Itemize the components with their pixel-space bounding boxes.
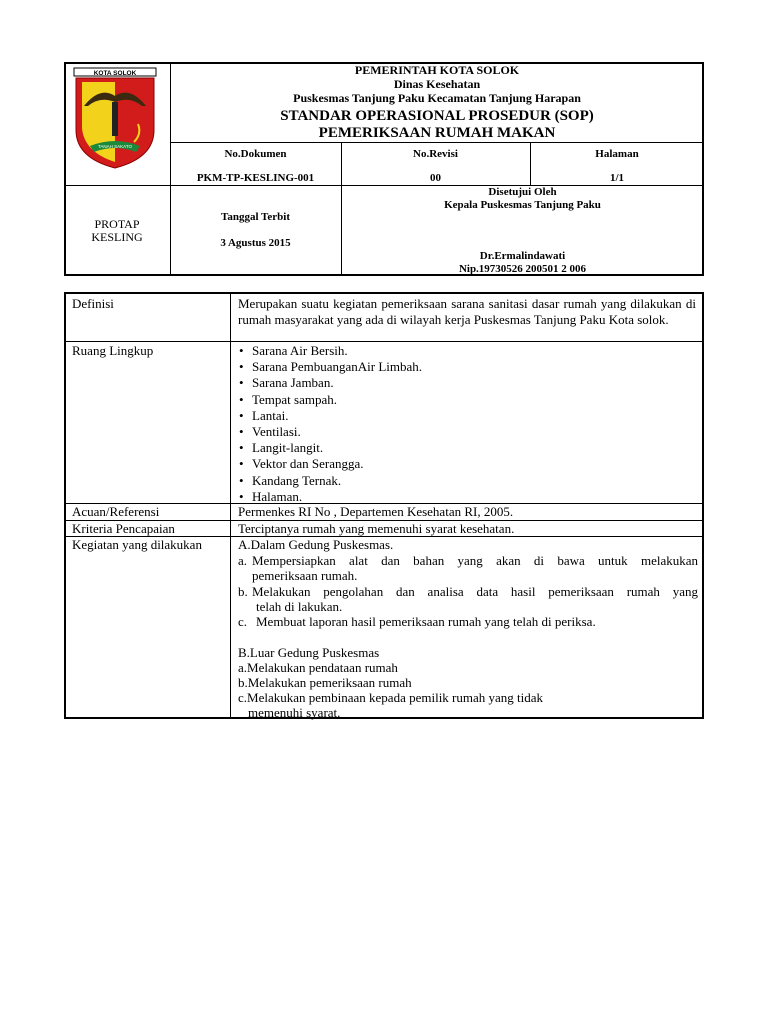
a-item-marker: b.	[238, 584, 248, 599]
divider	[230, 294, 231, 717]
list-item: • Vektor dan Serangga.	[238, 456, 698, 472]
b-heading: B.Luar Gedung Puskesmas	[238, 645, 380, 660]
list-item: • Tempat sampah.	[238, 392, 698, 408]
a-item-text: Mempersiapkan alat dan bahan yang akan di bawa untuk melakukan	[252, 553, 698, 568]
no-revisi-label: No.Revisi	[413, 148, 458, 160]
list-item: • Langit-langit.	[238, 440, 698, 456]
kesling-label: KESLING	[91, 230, 143, 244]
no-revisi-value: 00	[430, 172, 441, 184]
no-dokumen-value: PKM-TP-KESLING-001	[196, 172, 315, 184]
a-item-text: Membuat laporan hasil pemeriksaan rumah yang telah di periksa.	[256, 614, 596, 629]
ruang-lingkup-list	[238, 343, 698, 505]
list-item: • Sarana PembuanganAir Limbah.	[238, 359, 698, 375]
list-item: • Lantai.	[238, 408, 698, 424]
no-dokumen-label: No.Dokumen	[224, 148, 287, 160]
list-item: • Halaman.	[238, 489, 698, 505]
doc-subtitle: PEMERIKSAAN RUMAH MAKAN	[318, 125, 556, 141]
ruang-lingkup-label: Ruang Lingkup	[72, 343, 154, 358]
dept-name: Dinas Kesehatan	[393, 77, 481, 91]
b-item: c.Melakukan pembinaan kepada pemilik rumah yang tidak	[238, 690, 544, 705]
definisi-label: Definisi	[72, 296, 114, 311]
list-item: • Sarana Air Bersih.	[238, 343, 698, 359]
signer-name: Dr.Ermalindawati	[479, 250, 566, 262]
a-item-text: pemeriksaan rumah.	[252, 568, 358, 583]
city-logo	[70, 66, 160, 170]
unit-name: Puskesmas Tanjung Paku Kecamatan Tanjung Harapan	[293, 91, 581, 105]
b-item: b.Melakukan pemeriksaan rumah	[238, 675, 412, 690]
signer-nip: Nip.19730526 200501 2 006	[458, 263, 587, 275]
list-item: • Sarana Jamban.	[238, 375, 698, 391]
a-heading: A.Dalam Gedung Puskesmas.	[238, 537, 394, 552]
list-item: • Ventilasi.	[238, 424, 698, 440]
definisi-text: Merupakan suatu kegiatan pemeriksaan sarana sanitasi dasar rumah yang dilakukan di rumah masyarakat yang ada di wilayah kerja Puskesmas Tanjung Paku Kota solok.	[238, 296, 696, 327]
a-item-text: telah di lakukan.	[256, 599, 343, 614]
kegiatan-label: Kegiatan yang dilakukan	[72, 537, 202, 552]
svg-text:TANAH SAKATO: TANAH SAKATO	[97, 144, 133, 149]
divider	[66, 341, 702, 342]
acuan-label: Acuan/Referensi	[72, 504, 160, 519]
disetujui-label: Disetujui Oleh	[488, 186, 557, 198]
kriteria-label: Kriteria Pencapaian	[72, 521, 175, 536]
kriteria-text: Terciptanya rumah yang memenuhi syarat kesehatan.	[238, 521, 515, 536]
a-item-marker: a.	[238, 553, 248, 568]
doc-title: STANDAR OPERASIONAL PROSEDUR (SOP)	[280, 108, 594, 124]
acuan-text: Permenkes RI No , Departemen Kesehatan RI, 2005.	[238, 504, 514, 519]
halaman-value: 1/1	[609, 172, 625, 184]
a-item-marker: c.	[238, 614, 248, 629]
divider	[170, 142, 704, 143]
halaman-label: Halaman	[595, 148, 639, 160]
b-item: memenuhi syarat.	[248, 705, 341, 720]
tanggal-label: Tanggal Terbit	[221, 211, 290, 223]
protap-label: PROTAP	[94, 217, 140, 231]
b-item: a.Melakukan pendataan rumah	[238, 660, 398, 675]
tanggal-value: 3 Agustus 2015	[220, 237, 291, 249]
gov-name: PEMERINTAH KOTA SOLOK	[354, 63, 520, 77]
a-item-text: Melakukan pengolahan dan analisa data hasil pemeriksaan rumah yang	[252, 584, 698, 599]
sop-table	[64, 292, 704, 719]
list-item: • Kandang Ternak.	[238, 473, 698, 489]
kepala-label: Kepala Puskesmas Tanjung Paku	[444, 199, 601, 211]
svg-text:KOTA SOLOK: KOTA SOLOK	[93, 70, 137, 77]
